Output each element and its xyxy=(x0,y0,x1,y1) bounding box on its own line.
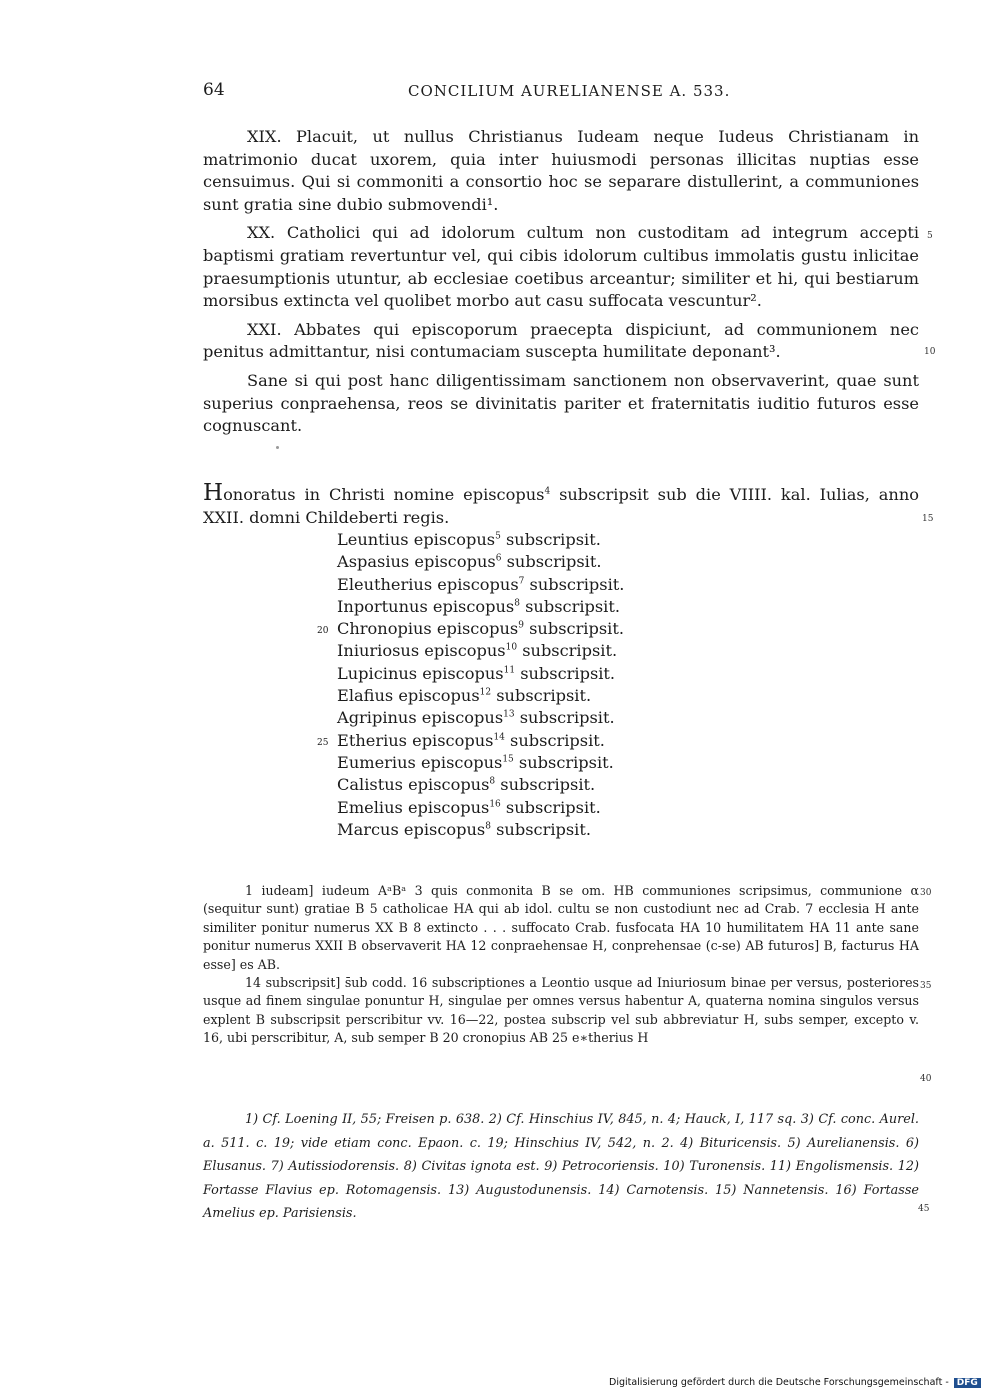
drop-initial: H xyxy=(203,480,224,506)
scan-speck xyxy=(276,446,279,449)
footnotes xyxy=(203,1108,919,1226)
signatory-row: Agripinus episcopus$^{13}$ subscripsit. xyxy=(337,708,615,728)
line-number: 45 xyxy=(918,1204,930,1214)
signatory-row: Calistus episcopus$^8$ subscripsit. xyxy=(337,775,596,795)
line-number: 35 xyxy=(920,981,932,991)
line-number: 20 xyxy=(317,626,329,637)
canon-xxi: XXI. Abbates qui episcoporum praecepta dispiciunt, ad communionem nec penitus admittantur, nisi contumaciam suscepta humilitate deponant³. xyxy=(203,319,919,362)
signatory-row: Marcus episcopus$^8$ subscripsit. xyxy=(337,819,592,839)
running-title: CONCILIUM AURELIANENSE A. 533. xyxy=(408,82,731,100)
signatory-row: Elafius episcopus$^{12}$ subscripsit. xyxy=(337,686,592,706)
signatory-row: Aspasius episcopus$^6$ subscripsit. xyxy=(337,552,602,572)
footnote-text: 1) Cf. Loening II, 55; Freisen p. 638. 2) Cf. Hinschius IV, 845, n. 4; Hauck, I, 117 sq. 3) Cf. conc. Aurel. a. 511. c. 19; vide etiam conc. Epaon. c. 19; Hinschius IV, 542, n. 2. 4) Bituricensis. 5) Aurelianensis. 6) Elusanus. 7) Autissiodorensis. 8) Civitas ignota est. 9) Petrocoriensis. 10) Turonensis. 11) Engolismensis. 12) Fortasse Flavius ep. Rotomagensis. 13) Augustodunensis. 14) Carnotensis. 15) Nannetensis. 16) Fortasse Amelius ep. Parisiensis. xyxy=(203,1112,919,1221)
signatory-row: Iniuriosus episcopus$^{10}$ subscripsit. xyxy=(337,641,618,661)
credit-text: Digitalisierung gefördert durch die Deutsche Forschungsgemeinschaft - xyxy=(609,1377,949,1388)
signatory-row: Inportunus episcopus$^8$ subscripsit. xyxy=(337,596,620,616)
line-number: 15 xyxy=(922,514,934,524)
signatory-row: Lupicinus episcopus$^{11}$ subscripsit. xyxy=(337,663,616,683)
line-number: 5 xyxy=(927,231,933,241)
digitization-credit xyxy=(609,1377,981,1388)
signatory-row: Leuntius episcopus$^5$ subscripsit. xyxy=(337,530,601,549)
signatory-list xyxy=(317,529,625,841)
dfg-logo: DFG xyxy=(954,1378,981,1388)
canon-xx: XX. Catholici qui ad idolorum cultum non custoditam ad integrum accepti baptismi gratiam revertuntur vel, qui cibis idolorum cultibus immolatis gustu inlicitae praesumptionis utuntur, ab ecclesiae coetibus arceantur; similiter et hi, qui bestiarum morsibus extincta vel quolibet morbo aut casu suffocata vescuntur². xyxy=(203,223,919,311)
canons-block xyxy=(203,126,919,438)
signatory-row: Eleutherius episcopus$^7$ subscripsit. xyxy=(337,574,625,594)
line-number: 25 xyxy=(317,737,329,748)
signatory-row: Eumerius episcopus$^{15}$ subscripsit. xyxy=(337,752,614,772)
canon-xix: XIX. Placuit, ut nullus Christianus Iudeam neque Iudeus Christianam in matrimonio ducat uxorem, quia inter huiusmodi personas illicitas nuptias esse censuimus. Qui si commoniti a consortio hoc se separare distullerint, a communiones sunt gratia sine dubio submovendi¹. xyxy=(203,127,919,214)
subscription-intro: Honoratus in Christi nomine episcopus$^4$ subscripsit sub die VIIII. kal. Iulias, anno XXII. domni Childeberti regis. xyxy=(203,480,919,527)
page-number: 64 xyxy=(203,80,225,100)
apparatus-entry: 14 subscripsit] s̄ub codd. 16 subscriptiones a Leontio usque ad Iniuriosum binae per versus, posteriores usque ad finem singulae ponuntur H, singulae per omnes versus habentur A, quaterna nomina singulos versus explent B subscripsit perscribitur vv. 16—22, postea subscrip vel sub abbreviatur H, subs semper, excepto v. 16, ubi perscribitur, A, sub semper B 20 cronopius AB 25 e∗therius H xyxy=(203,975,919,1046)
critical-apparatus xyxy=(203,882,919,1048)
line-number: 40 xyxy=(920,1074,932,1084)
signatory-row: 25 Etherius episcopus$^{14}$ subscripsit. xyxy=(337,730,624,752)
line-number: 10 xyxy=(924,347,936,357)
signatory-row: Emelius episcopus$^{16}$ subscripsit. xyxy=(337,797,601,817)
sanction-paragraph: Sane si qui post hanc diligentissimam sanctionem non observaverint, quae sunt superius conpraehensa, reos se divinitatis pariter et fraternitatis iuditio futuros esse cognuscant. xyxy=(203,370,919,436)
line-number: 30 xyxy=(920,888,932,898)
signatory-row: 20 Chronopius episcopus$^9$ subscripsit. xyxy=(337,618,624,640)
apparatus-entry: 1 iudeam] iudeum AᵃBᵃ 3 quis conmonita B se om. HB communiones scripsimus, communione α (sequitur sunt) gratiae B 5 catholicae HA qui ab idol. cultu se non custodiunt nec ad Crab. 7 ecclesia H ante similiter ponitur numerus XX B 8 extincto . . . suffocato Crab. fusfocata HA 10 humilitatem HA 11 ante sane ponitur numerus XXII B observaverit HA 12 conpraehensae H, conprehensae (c-se) AB futuros] B, facturus HA esse] es AB. xyxy=(203,883,919,972)
